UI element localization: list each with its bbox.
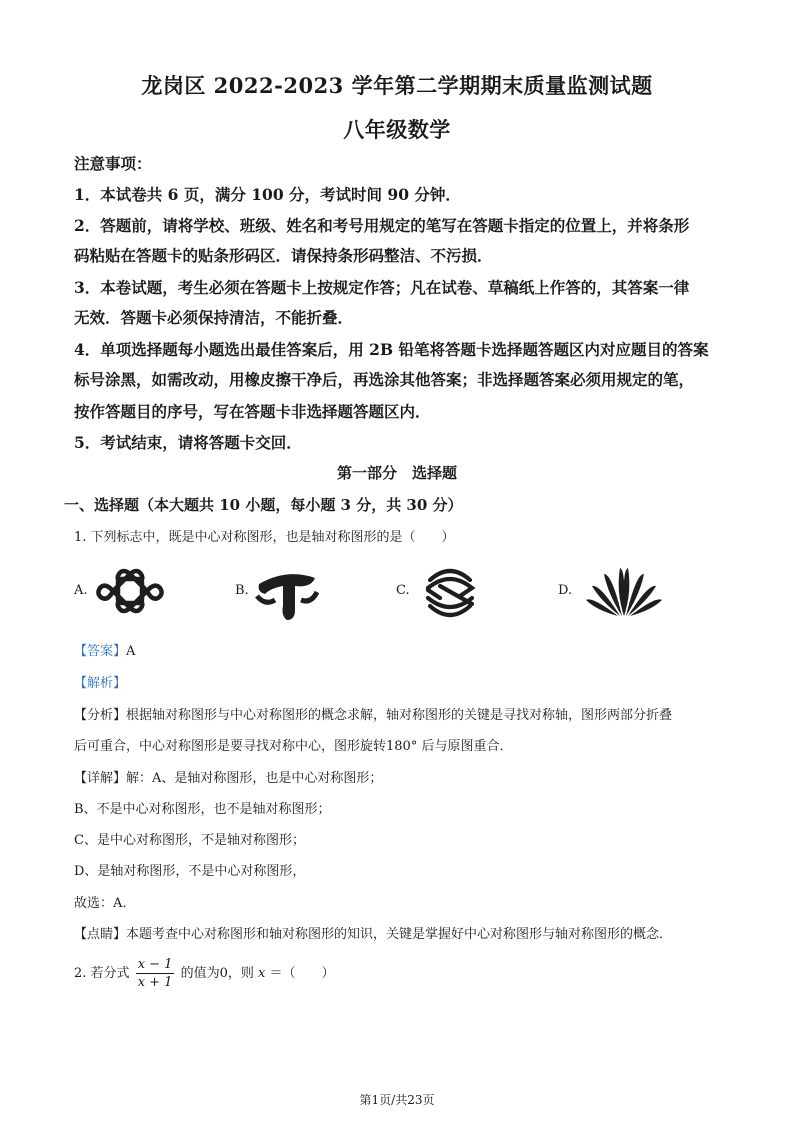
answer-line xyxy=(74,640,135,659)
detail-tag: 【详解】 xyxy=(74,771,127,786)
detail-text: 解：A、是轴对称图形，也是中心对称图形； xyxy=(126,771,383,786)
q2-tail: ＝（ ） xyxy=(269,966,335,981)
fenxi-text: 根据轴对称图形与中心对称图形的概念求解，轴对称图形的关键是寻找对称轴，图形两部分折叠 xyxy=(126,708,673,723)
detail-text: C、是中心对称图形，不是轴对称图形； xyxy=(74,833,305,848)
notice-line: 1．本试卷共 6 页，满分 100 分，考试时间 90 分钟． xyxy=(74,185,461,204)
comment-line xyxy=(74,923,672,942)
notice-line: 5．考试结束，请将答题卡交回． xyxy=(74,433,302,452)
exam-subtitle: 八年级数学 xyxy=(343,117,451,142)
fenxi-line xyxy=(74,704,672,723)
notice-line: 2．答题前，请将学校、班级、姓名和考号用规定的笔写在答题卡指定的位置上，并将条形 xyxy=(74,216,690,235)
exam-title: 龙岗区 2022-2023 学年第二学期期末质量监测试题 xyxy=(141,73,653,98)
option-c-label: C. xyxy=(396,583,410,598)
detail-text: D、是轴对称图形，不是中心对称图形， xyxy=(74,864,306,879)
question-2 xyxy=(74,956,335,991)
detail-line xyxy=(74,767,382,786)
analysis-tag: 【解析】 xyxy=(74,676,127,691)
option-b-label: B. xyxy=(235,583,249,598)
china-telecom-logo-icon xyxy=(255,566,319,626)
fenxi-text-2: 后可重合，中心对称图形是要寻找对称中心，图形旋转180° 后与原图重合． xyxy=(74,739,513,754)
fraction-denominator: x + 1 xyxy=(137,975,173,990)
notice-line: 标号涂黑，如需改动，用橡皮擦干净后，再选涂其他答案；非选择题答案必须用规定的笔， xyxy=(74,370,695,389)
notice-line: 无效．答题卡必须保持清洁，不能折叠． xyxy=(74,308,354,327)
answer-tag: 【答案】 xyxy=(74,644,127,659)
notice-line: 3．本卷试题，考生必须在答题卡上按规定作答；凡在试卷、草稿纸上作答的，其答案一律 xyxy=(74,278,690,297)
answer-value: A xyxy=(126,644,136,659)
q2-prefix: 2. 若分式 xyxy=(74,966,130,981)
question-stem: 1. 下列标志中，既是中心对称图形，也是轴对称图形的是（ ） xyxy=(74,530,455,545)
detail-text: B、不是中心对称图形，也不是轴对称图形； xyxy=(74,802,331,817)
fraction-numerator: x − 1 xyxy=(137,957,173,972)
notice-line: 4．单项选择题每小题选出最佳答案后，用 2B 铅笔将答题卡选择题答题区内对应题目的答案 xyxy=(74,340,709,359)
chinese-knot-logo-icon xyxy=(93,566,167,620)
option-d-label: D. xyxy=(558,583,573,598)
section-heading: 一、选择题（本大题共 10 小题，每小题 3 分，共 30 分） xyxy=(64,496,463,514)
q2-variable: x xyxy=(258,966,266,981)
china-mobile-logo-icon xyxy=(420,564,480,626)
comment-tag: 【点睛】 xyxy=(74,927,127,942)
page-number: 第1页/共23页 xyxy=(359,1093,435,1107)
huawei-logo-icon xyxy=(582,562,666,622)
notice-heading: 注意事项： xyxy=(74,154,152,173)
notice-line: 码粘贴在答题卡的贴条形码区．请保持条形码整洁、不污损． xyxy=(74,246,493,265)
notice-line: 按作答题目的序号，写在答题卡非选择题答题区内． xyxy=(74,402,431,421)
fraction xyxy=(136,956,175,991)
conclusion-text: 故选：A． xyxy=(74,896,136,911)
comment-text: 本题考查中心对称图形和轴对称图形的知识，关键是掌握好中心对称图形与轴对称图形的概念． xyxy=(126,927,673,942)
q2-suffix: 的值为0，则 xyxy=(180,966,254,981)
part-title: 第一部分 选择题 xyxy=(336,464,457,482)
fenxi-tag: 【分析】 xyxy=(74,708,127,723)
option-a-label: A. xyxy=(74,583,88,598)
